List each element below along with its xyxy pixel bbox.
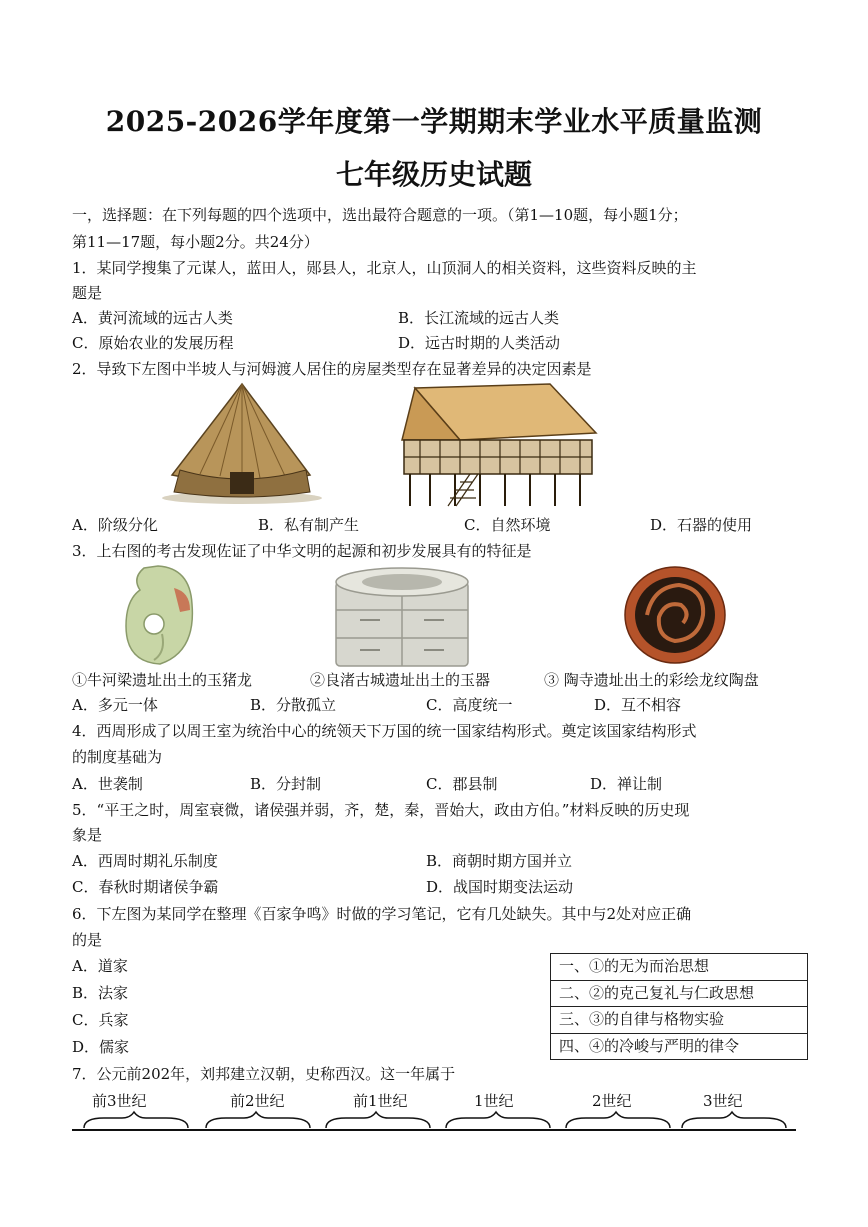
q5-option-d: D．战国时期变法运动 xyxy=(426,878,574,896)
liangzhu-jade-cong-image xyxy=(330,562,474,670)
q4-stem-cont: 的制度基础为 xyxy=(72,748,163,766)
study-note-row: 一、①的无为而治思想 xyxy=(551,954,807,981)
study-notes-table xyxy=(550,953,808,1060)
q6-option-a: A．道家 xyxy=(72,957,128,975)
q4-stem: 4．西周形成了以周王室为统治中心的统领天下万国的统一国家结构形式。奠定该国家结构形式 xyxy=(72,722,697,740)
timeline-label: 3世纪 xyxy=(703,1092,743,1110)
timeline-label: 前3世纪 xyxy=(92,1092,147,1110)
section-instructions: 一，选择题：在下列每题的四个选项中，选出最符合题意的一项。（第1—10题，每小题1分； xyxy=(72,206,688,224)
q5-option-b: B．商朝时期方国并立 xyxy=(426,852,573,870)
q3-option-d: D．互不相容 xyxy=(594,696,682,714)
exam-subtitle: 七年级历史试题 xyxy=(335,158,532,191)
jade-pig-dragon-image xyxy=(118,560,200,668)
q2-option-b: B．私有制产生 xyxy=(258,516,360,534)
q3-caption-2: ②良渚古城遗址出土的玉器 xyxy=(310,671,491,689)
q5-option-c: C．春秋时期诸侯争霸 xyxy=(72,878,219,896)
banpo-house-image xyxy=(160,380,325,505)
hemudu-stilt-house-image xyxy=(400,378,598,508)
timeline-label: 前1世纪 xyxy=(353,1092,408,1110)
q1-option-d: D．远古时期的人类活动 xyxy=(398,334,561,352)
q6-stem-cont: 的是 xyxy=(72,931,103,949)
q6-option-c: C．兵家 xyxy=(72,1011,129,1029)
q5-stem: 5．“平王之时，周室衰微，诸侯强并弱，齐，楚，秦，晋始大，政由方伯。”材料反映的历史现 xyxy=(72,801,690,819)
q4-option-b: B．分封制 xyxy=(250,775,322,793)
q5-stem-cont: 象是 xyxy=(72,826,103,844)
q7-stem: 7．公元前202年，刘邦建立汉朝，史称西汉。这一年属于 xyxy=(72,1065,456,1083)
q1-option-a: A．黄河流域的远古人类 xyxy=(72,309,233,327)
timeline-label: 1世纪 xyxy=(474,1092,514,1110)
q3-caption-1: ①牛河梁遗址出土的玉猪龙 xyxy=(72,671,253,689)
q1-stem-cont: 题是 xyxy=(72,284,103,302)
q4-option-a: A．世袭制 xyxy=(72,775,143,793)
q6-stem: 6．下左图为某同学在整理《百家争鸣》时做的学习笔记，它有几处缺失。其中与2处对应正确 xyxy=(72,905,692,923)
q3-option-a: A．多元一体 xyxy=(72,696,158,714)
section-instructions-cont: 第11—17题，每小题2分。共24分） xyxy=(72,233,319,251)
q2-option-d: D．石器的使用 xyxy=(650,516,753,534)
study-note-row: 二、②的克己复礼与仁政思想 xyxy=(551,981,807,1008)
q3-stem: 3．上右图的考古发现佐证了中华文明的起源和初步发展具有的特征是 xyxy=(72,542,532,560)
q3-caption-3: ③ 陶寺遗址出土的彩绘龙纹陶盘 xyxy=(544,671,759,689)
q2-option-c: C．自然环境 xyxy=(464,516,551,534)
q3-option-b: B．分散孤立 xyxy=(250,696,337,714)
q3-option-c: C．高度统一 xyxy=(426,696,513,714)
timeline-label: 2世纪 xyxy=(592,1092,632,1110)
q4-option-d: D．禅让制 xyxy=(590,775,663,793)
exam-title: 2025-2026学年度第一学期期末学业水平质量监测 xyxy=(105,105,763,138)
q1-option-c: C．原始农业的发展历程 xyxy=(72,334,234,352)
q6-option-b: B．法家 xyxy=(72,984,129,1002)
q1-option-b: B．长江流域的远古人类 xyxy=(398,309,560,327)
q5-option-a: A．西周时期礼乐制度 xyxy=(72,852,218,870)
taosi-painted-plate-image xyxy=(623,565,727,665)
century-timeline xyxy=(70,1110,800,1138)
q6-option-d: D．儒家 xyxy=(72,1038,130,1056)
q1-stem: 1．某同学搜集了元谋人，蓝田人，郧县人，北京人，山顶洞人的相关资料，这些资料反映的主 xyxy=(72,259,697,277)
q2-option-a: A．阶级分化 xyxy=(72,516,158,534)
q2-stem: 2．导致下左图中半坡人与河姆渡人居住的房屋类型存在显著差异的决定因素是 xyxy=(72,360,592,378)
timeline-label: 前2世纪 xyxy=(230,1092,285,1110)
study-note-row: 四、④的冷峻与严明的律令 xyxy=(559,1036,740,1055)
study-note-row: 三、③的自律与格物实验 xyxy=(551,1007,807,1034)
q4-option-c: C．郡县制 xyxy=(426,775,498,793)
